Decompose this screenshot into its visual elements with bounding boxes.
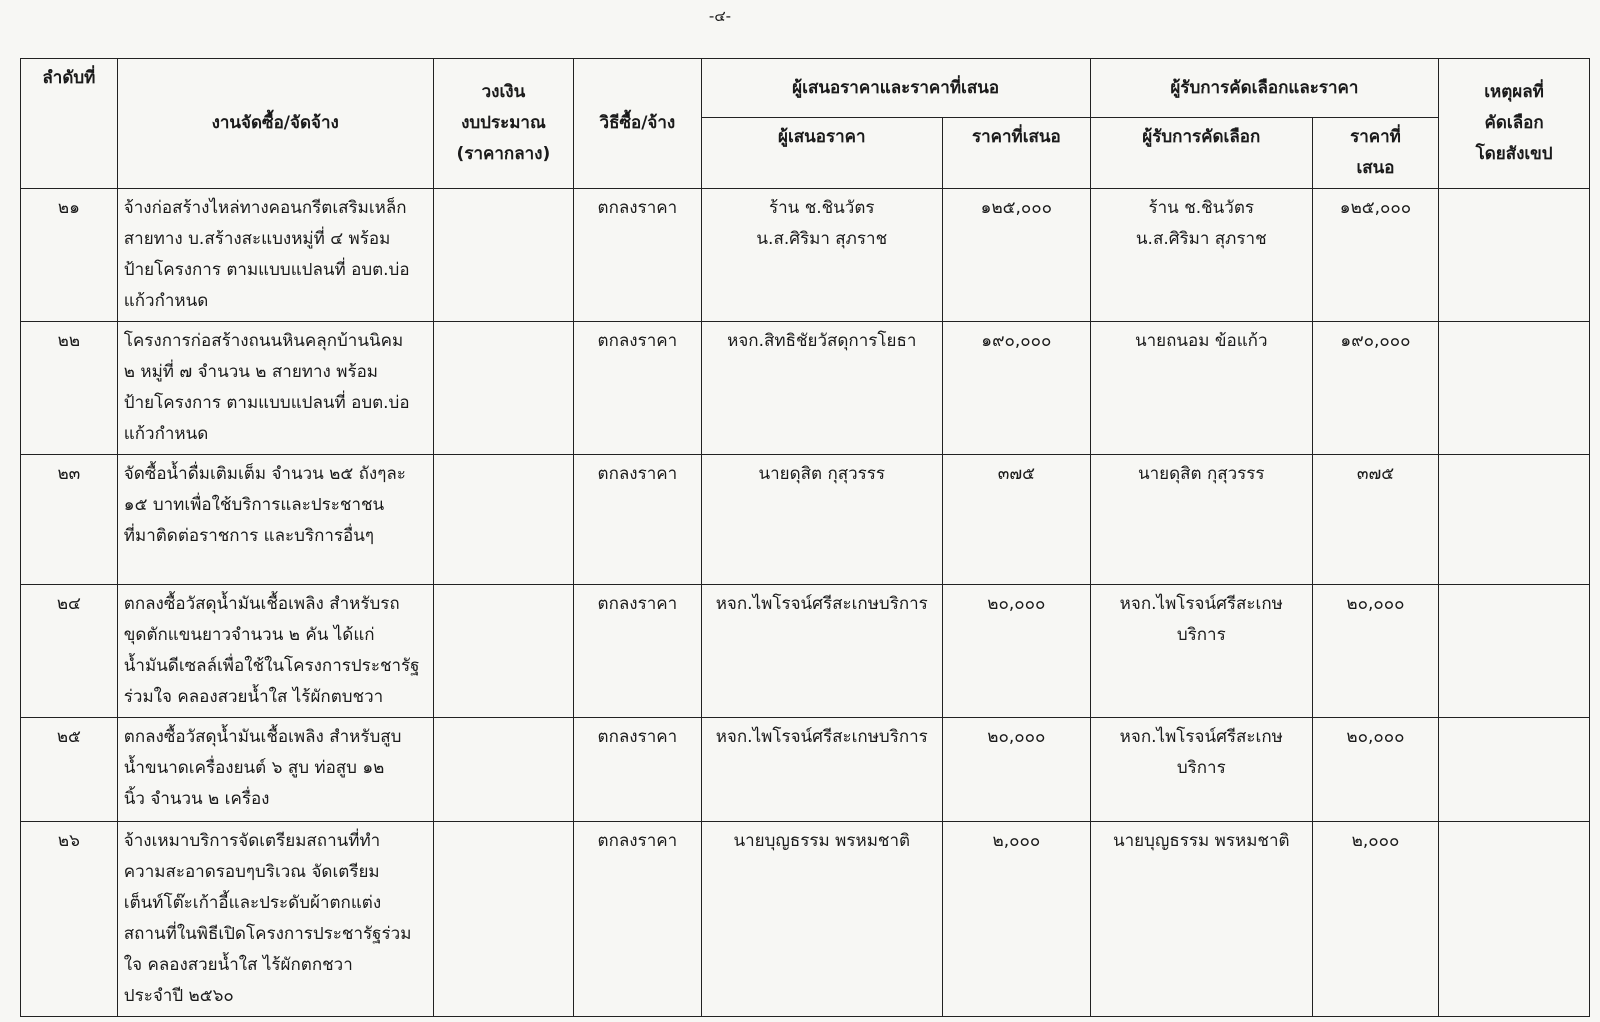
cell-selected-price: ๒๐,๐๐๐ bbox=[1312, 718, 1438, 822]
cell-work bbox=[117, 718, 433, 822]
cell-work bbox=[117, 585, 433, 718]
cell-selected-line: นายดุสิต กุสุวรรร bbox=[1137, 464, 1265, 484]
cell-bidder bbox=[701, 189, 942, 322]
procurement-table bbox=[20, 58, 1590, 1017]
cell-work-line: จ้างก่อสร้างไหล่ทางคอนกรีตเสริมเหล็ก bbox=[123, 198, 407, 218]
cell-selected-price: ๒๐,๐๐๐ bbox=[1312, 585, 1438, 718]
cell-selected-price: ๑๙๐,๐๐๐ bbox=[1312, 322, 1438, 455]
cell-work-line: ใจ คลองสวยน้ำใส ไร้ผักตกชวา bbox=[123, 955, 353, 975]
table-row bbox=[21, 189, 1590, 322]
header-seq: ลำดับที่ bbox=[21, 59, 118, 189]
cell-bidder bbox=[701, 322, 942, 455]
cell-bid-price: ๒๐,๐๐๐ bbox=[943, 718, 1091, 822]
cell-method: ตกลงราคา bbox=[574, 718, 701, 822]
header-budget-line: งบประมาณ bbox=[461, 113, 546, 133]
cell-bidder-line: หจก.ไพโรจน์ศรีสะเกษบริการ bbox=[715, 727, 928, 747]
cell-work-line: ขุดตักแขนยาวจำนวน ๒ คัน ได้แก่ bbox=[123, 625, 375, 645]
table-row bbox=[21, 455, 1590, 585]
cell-work-line: สายทาง บ.สร้างสะแบงหมู่ที่ ๔ พร้อม bbox=[123, 229, 391, 249]
cell-work-line: ที่มาติดต่อราชการ และบริการอื่นๆ bbox=[123, 526, 375, 546]
cell-budget bbox=[433, 455, 574, 585]
cell-method: ตกลงราคา bbox=[574, 822, 701, 1017]
cell-selected-line: นายถนอม ข้อแก้ว bbox=[1135, 331, 1268, 351]
cell-reason bbox=[1439, 822, 1590, 1017]
cell-seq: ๒๖ bbox=[21, 822, 118, 1017]
cell-work-line: แก้วกำหนด bbox=[123, 424, 209, 444]
page-number: -๔- bbox=[708, 7, 732, 25]
cell-bidder bbox=[701, 718, 942, 822]
cell-selected-line: บริการ bbox=[1176, 758, 1226, 778]
cell-work-line: น้ำขนาดเครื่องยนต์ ๖ สูบ ท่อสูบ ๑๒ bbox=[123, 758, 385, 778]
cell-selected bbox=[1090, 455, 1312, 585]
cell-bidder bbox=[701, 822, 942, 1017]
cell-bidder-line: หจก.ไพโรจน์ศรีสะเกษบริการ bbox=[715, 594, 928, 614]
cell-bidder-line: หจก.สิทธิชัยวัสดุการโยธา bbox=[727, 331, 917, 351]
cell-selected bbox=[1090, 189, 1312, 322]
cell-selected-line: นายบุญธรรม พรหมชาติ bbox=[1113, 831, 1290, 851]
cell-work-line: ๑๕ บาทเพื่อใช้บริการและประชาชน bbox=[123, 495, 385, 515]
header-reason-line: คัดเลือก bbox=[1484, 113, 1544, 133]
cell-bidder-line: ร้าน ช.ชินวัตร bbox=[769, 198, 875, 218]
cell-work bbox=[117, 455, 433, 585]
cell-method: ตกลงราคา bbox=[574, 322, 701, 455]
cell-bid-price: ๒๐,๐๐๐ bbox=[943, 585, 1091, 718]
header-budget-line: (ราคากลาง) bbox=[456, 144, 551, 164]
cell-work-line: ร่วมใจ คลองสวยน้ำใส ไร้ผักตบชวา bbox=[123, 687, 384, 707]
cell-bidder-line: น.ส.ศิริมา สุภราช bbox=[756, 229, 888, 249]
header-reason-line: เหตุผลที่ bbox=[1484, 82, 1544, 102]
header-selected-price-line: เสนอ bbox=[1356, 158, 1395, 178]
cell-work bbox=[117, 822, 433, 1017]
cell-work-line: ป้ายโครงการ ตามแบบแปลนที่ อบต.บ่อ bbox=[123, 393, 410, 413]
cell-work-line: ตกลงซื้อวัสดุน้ำมันเชื้อเพลิง สำหรับสูบ bbox=[123, 727, 402, 747]
cell-reason bbox=[1439, 189, 1590, 322]
cell-budget bbox=[433, 322, 574, 455]
cell-selected-line: หจก.ไพโรจน์ศรีสะเกษ bbox=[1119, 727, 1283, 747]
cell-selected bbox=[1090, 822, 1312, 1017]
table-row bbox=[21, 322, 1590, 455]
cell-seq: ๒๒ bbox=[21, 322, 118, 455]
header-method: วิธีซื้อ/จ้าง bbox=[574, 59, 701, 189]
cell-budget bbox=[433, 585, 574, 718]
cell-method: ตกลงราคา bbox=[574, 189, 701, 322]
cell-bidder-line: นายดุสิต กุสุวรรร bbox=[758, 464, 886, 484]
cell-selected-price: ๑๒๕,๐๐๐ bbox=[1312, 189, 1438, 322]
cell-reason bbox=[1439, 718, 1590, 822]
cell-budget bbox=[433, 822, 574, 1017]
cell-work-line: จ้างเหมาบริการจัดเตรียมสถานที่ทำ bbox=[123, 831, 381, 851]
cell-work-line: ประจำปี ๒๕๖๐ bbox=[123, 986, 234, 1006]
cell-work-line: ๒ หมู่ที่ ๗ จำนวน ๒ สายทาง พร้อม bbox=[123, 362, 379, 382]
cell-work bbox=[117, 322, 433, 455]
cell-seq: ๒๓ bbox=[21, 455, 118, 585]
cell-bid-price: ๑๒๕,๐๐๐ bbox=[943, 189, 1091, 322]
cell-work-line: นิ้ว จำนวน ๒ เครื่อง bbox=[123, 789, 270, 809]
header-bid-price: ราคาที่เสนอ bbox=[943, 118, 1091, 189]
cell-budget bbox=[433, 718, 574, 822]
cell-seq: ๒๑ bbox=[21, 189, 118, 322]
cell-work-line: สถานที่ในพิธีเปิดโครงการประชารัฐร่วม bbox=[123, 924, 412, 944]
cell-bidder-line: นายบุญธรรม พรหมชาติ bbox=[733, 831, 911, 851]
header-selected-group: ผู้รับการคัดเลือกและราคา bbox=[1090, 59, 1438, 118]
cell-budget bbox=[433, 189, 574, 322]
header-selected: ผู้รับการคัดเลือก bbox=[1090, 118, 1312, 189]
cell-bid-price: ๑๙๐,๐๐๐ bbox=[943, 322, 1091, 455]
cell-work-line: ป้ายโครงการ ตามแบบแปลนที่ อบต.บ่อ bbox=[123, 260, 410, 280]
cell-work-line: ตกลงซื้อวัสดุน้ำมันเชื้อเพลิง สำหรับรถ bbox=[123, 594, 400, 614]
table-row bbox=[21, 822, 1590, 1017]
cell-work-line: จัดซื้อน้ำดื่มเติมเต็ม จำนวน ๒๕ ถังๆละ bbox=[123, 464, 406, 484]
cell-method: ตกลงราคา bbox=[574, 585, 701, 718]
cell-method: ตกลงราคา bbox=[574, 455, 701, 585]
cell-selected-price: ๒,๐๐๐ bbox=[1312, 822, 1438, 1017]
cell-selected bbox=[1090, 585, 1312, 718]
cell-work-line: แก้วกำหนด bbox=[123, 291, 209, 311]
cell-selected bbox=[1090, 718, 1312, 822]
table-row bbox=[21, 585, 1590, 718]
cell-work bbox=[117, 189, 433, 322]
cell-work-line: โครงการก่อสร้างถนนหินคลุกบ้านนิคม bbox=[123, 331, 404, 351]
cell-work-line: เต็นท์โต๊ะเก้าอี้และประดับผ้าตกแต่ง bbox=[123, 893, 382, 913]
cell-seq: ๒๔ bbox=[21, 585, 118, 718]
header-selected-price bbox=[1312, 118, 1438, 189]
header-reason bbox=[1439, 59, 1590, 189]
table-row bbox=[21, 718, 1590, 822]
header-work: งานจัดซื้อ/จัดจ้าง bbox=[117, 59, 433, 189]
cell-bid-price: ๓๗๕ bbox=[943, 455, 1091, 585]
cell-bid-price: ๒,๐๐๐ bbox=[943, 822, 1091, 1017]
header-selected-price-line: ราคาที่ bbox=[1350, 127, 1401, 147]
header-reason-line: โดยสังเขป bbox=[1475, 144, 1553, 164]
cell-seq: ๒๕ bbox=[21, 718, 118, 822]
cell-reason bbox=[1439, 322, 1590, 455]
cell-bidder bbox=[701, 455, 942, 585]
cell-work-line: ความสะอาดรอบๆบริเวณ จัดเตรียม bbox=[123, 862, 380, 882]
header-budget-line: วงเงิน bbox=[481, 82, 526, 102]
header-row-1 bbox=[21, 59, 1590, 118]
cell-work-line: น้ำมันดีเซลล์เพื่อใช้ในโครงการประชารัฐ bbox=[123, 656, 420, 676]
header-budget bbox=[433, 59, 574, 189]
header-bidder: ผู้เสนอราคา bbox=[701, 118, 942, 189]
cell-selected-line: หจก.ไพโรจน์ศรีสะเกษ bbox=[1119, 594, 1283, 614]
cell-selected-line: บริการ bbox=[1176, 625, 1226, 645]
cell-reason bbox=[1439, 585, 1590, 718]
cell-bidder bbox=[701, 585, 942, 718]
cell-selected-line: ร้าน ช.ชินวัตร bbox=[1148, 198, 1255, 218]
cell-selected bbox=[1090, 322, 1312, 455]
header-bidders-group: ผู้เสนอราคาและราคาที่เสนอ bbox=[701, 59, 1090, 118]
cell-reason bbox=[1439, 455, 1590, 585]
cell-selected-price: ๓๗๕ bbox=[1312, 455, 1438, 585]
cell-selected-line: น.ส.ศิริมา สุภราช bbox=[1135, 229, 1267, 249]
